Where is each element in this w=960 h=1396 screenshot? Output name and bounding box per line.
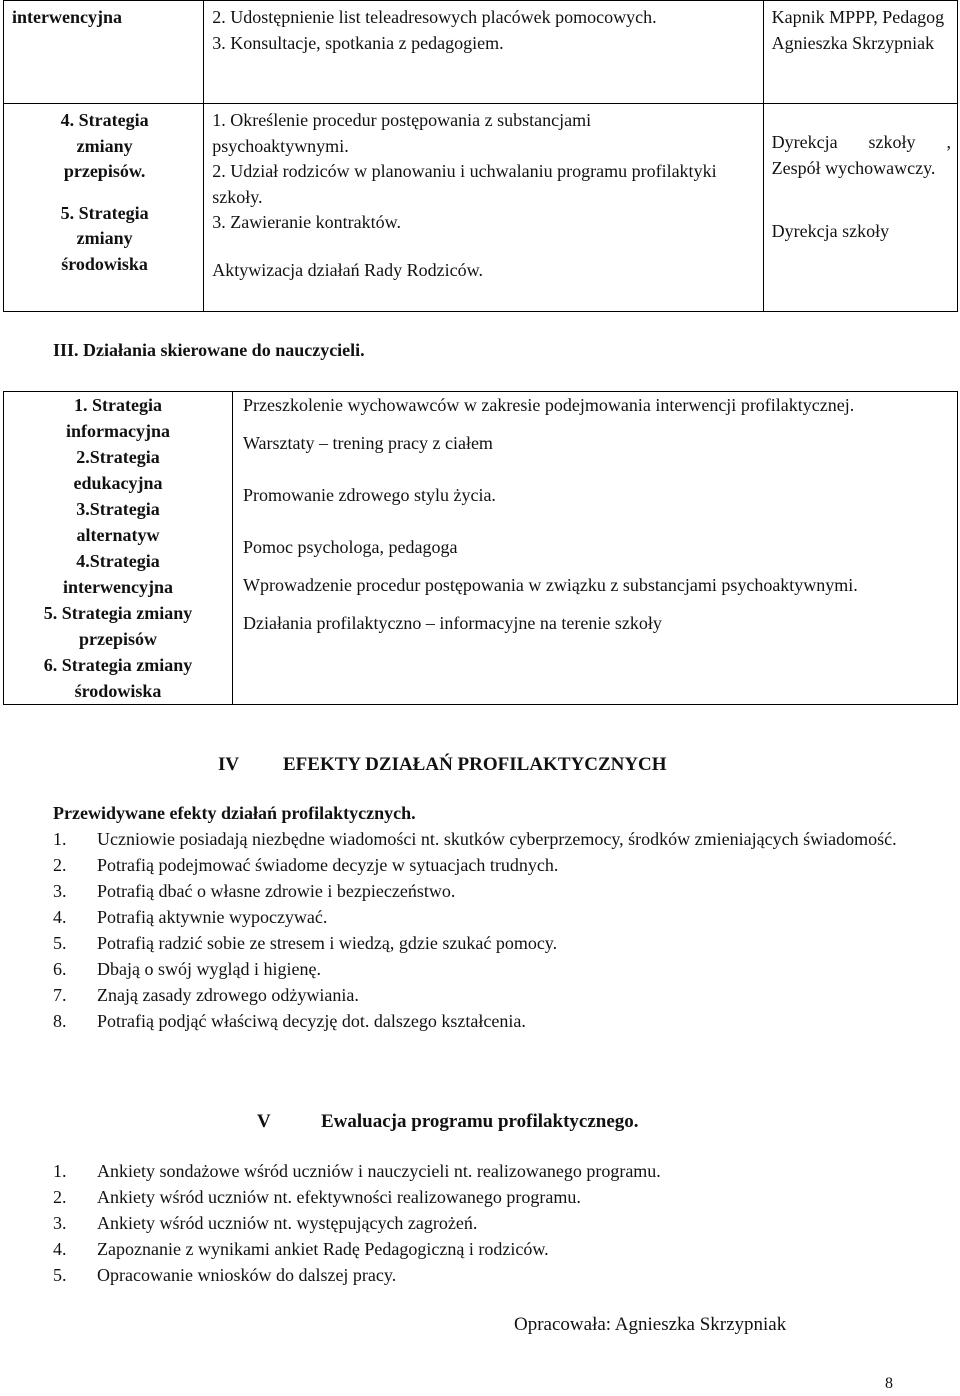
list-item (53, 878, 903, 904)
list-item (53, 1158, 903, 1184)
list-item (53, 956, 903, 982)
item-text: Potrafią dbać o własne zdrowie i bezpieczeństwo. (97, 881, 456, 901)
strategy-item: 4.Strategia interwencyjna (63, 551, 173, 597)
list-item (53, 826, 903, 852)
cell (4, 1, 204, 104)
item-number: 3. (53, 1213, 67, 1233)
section-number: IV (218, 754, 240, 775)
action-line: 2. Udział rodziców w planowaniu i uchwalaniu programu profilaktyki szkoły. (212, 161, 717, 207)
item-number: 1. (53, 829, 67, 849)
cell (763, 1, 957, 104)
list-item (53, 1184, 903, 1210)
strategy-item: 3.Strategia alternatyw (76, 499, 160, 545)
responsible: Dyrekcja szkoły (771, 221, 890, 242)
cell (4, 392, 233, 705)
section-heading: III. Działania skierowane do nauczycieli. (53, 340, 365, 360)
item-text: Dbają o swój wygląd i higienę. (97, 959, 321, 979)
item-text: Potrafią aktywnie wypoczywać. (97, 907, 328, 927)
cell (4, 104, 204, 312)
list-item (53, 852, 903, 878)
list-item (53, 982, 903, 1008)
subheading: Przewidywane efekty działań profilaktycznych. (53, 803, 416, 823)
cell (763, 104, 957, 312)
list-item (53, 1262, 903, 1288)
item-text: Potrafią podejmować świadome decyzje w sytuacjach trudnych. (97, 855, 559, 875)
list-item (53, 1008, 903, 1034)
cell (204, 1, 763, 104)
section-title: Ewaluacja programu profilaktycznego. (321, 1111, 639, 1132)
list-item (53, 1236, 903, 1262)
action-item: Promowanie zdrowego stylu życia. (243, 485, 496, 505)
item-number: 5. (53, 1265, 67, 1285)
action-line: Aktywizacja działań Rady Rodziców. (212, 259, 483, 280)
responsible: Kapnik MPPP, Pedagog Agnieszka Skrzypniak (771, 7, 945, 53)
evaluation-list (53, 1158, 903, 1288)
item-number: 7. (53, 985, 67, 1005)
strategy-table-top (3, 0, 958, 312)
list-item (53, 1210, 903, 1236)
action-item: Warsztaty – trening pracy z ciałem (243, 433, 493, 453)
author-signature: Opracowała: Agnieszka Skrzypniak (514, 1314, 787, 1335)
section-title: EFEKTY DZIAŁAŃ PROFILAKTYCZNYCH (283, 754, 667, 775)
action-item: Wprowadzenie procedur postępowania w związku z substancjami psychoaktywnymi. (243, 575, 858, 595)
strategy-item: 5. Strategia zmiany przepisów (43, 603, 193, 649)
strategy-label: 4. Strategia zmiany przepisów. (60, 110, 149, 182)
item-number: 3. (53, 881, 67, 901)
section-number: V (257, 1111, 271, 1132)
action-line: 3. Konsultacje, spotkania z pedagogiem. (212, 32, 504, 53)
strategy-item: 1. Strategia informacyjna (66, 395, 170, 441)
item-text: Ankiety wśród uczniów nt. występujących zagrożeń. (97, 1213, 478, 1233)
cell (204, 104, 763, 312)
action-item: Pomoc psychologa, pedagoga (243, 537, 458, 557)
item-text: Uczniowie posiadają niezbędne wiadomości nt. skutków cyberprzemocy, środków zmieniających świadomość. (97, 829, 897, 849)
item-number: 8. (53, 1011, 67, 1031)
item-number: 2. (53, 1187, 67, 1207)
page-number: 8 (885, 1375, 893, 1392)
action-line: 3. Zawieranie kontraktów. (212, 212, 401, 233)
action-item: Przeszkolenie wychowawców w zakresie podejmowania interwencji profilaktycznej. (243, 395, 855, 415)
item-number: 4. (53, 907, 67, 927)
effects-list (53, 826, 903, 1034)
strategy-label: 5. Strategia zmiany środowiska (60, 202, 149, 274)
action-line: 2. Udostępnienie list teleadresowych placówek pomocowych. (212, 7, 657, 27)
action-line: 1. Określenie procedur postępowania z substancjami psychoaktywnymi. (212, 110, 592, 156)
item-text: Opracowanie wniosków do dalszej pracy. (97, 1265, 397, 1285)
item-number: 6. (53, 959, 67, 979)
item-text: Ankiety sondażowe wśród uczniów i nauczycieli nt. realizowanego programu. (97, 1161, 661, 1181)
teacher-actions-table (3, 391, 958, 705)
strategy-item: 2.Strategia edukacyjna (73, 447, 163, 493)
item-number: 4. (53, 1239, 67, 1259)
item-text: Zapoznanie z wynikami ankiet Radę Pedagogiczną i rodziców. (97, 1239, 549, 1259)
item-text: Potrafią radzić sobie ze stresem i wiedzą, gdzie szukać pomocy. (97, 933, 558, 953)
responsible: Dyrekcja szkoły , Zespół wychowawczy. (771, 132, 951, 178)
item-text: Znają zasady zdrowego odżywiania. (97, 985, 359, 1005)
list-item (53, 930, 903, 956)
item-number: 2. (53, 855, 67, 875)
item-text: Ankiety wśród uczniów nt. efektywności realizowanego programu. (97, 1187, 581, 1207)
action-item: Działania profilaktyczno – informacyjne na terenie szkoły (243, 613, 662, 633)
item-number: 1. (53, 1161, 67, 1181)
item-text: Potrafią podjąć właściwą decyzję dot. dalszego kształcenia. (97, 1011, 526, 1031)
item-number: 5. (53, 933, 67, 953)
strategy-item: 6. Strategia zmiany środowiska (43, 655, 193, 701)
strategy-label: interwencyjna (12, 7, 122, 27)
list-item (53, 904, 903, 930)
cell (233, 392, 958, 705)
